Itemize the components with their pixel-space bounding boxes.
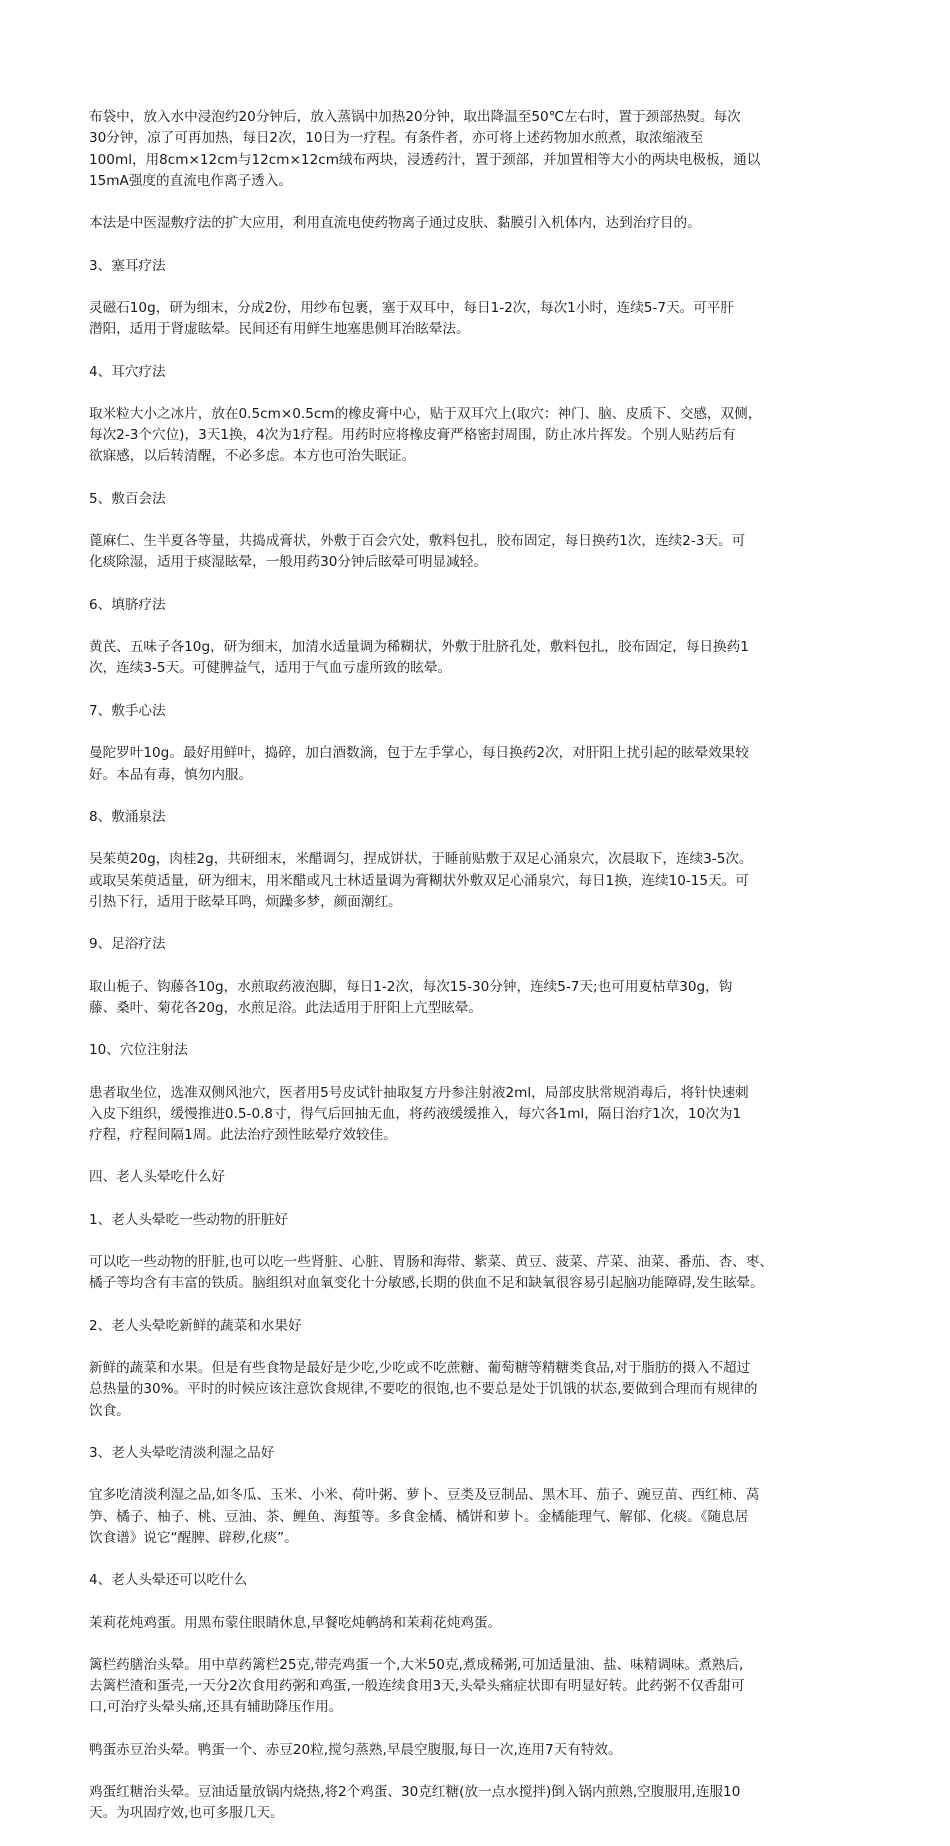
heading-diet-vegetables: 2、老人头晕吃新鲜的蔬菜和水果好 bbox=[89, 1317, 302, 1334]
heading-baihui-compress: 5、敷百会法 bbox=[89, 490, 166, 507]
paragraph-jasmine-egg: 茉莉花炖鸡蛋。用黑布蒙住眼睛休息,早餐吃炖鹌鸪和茉莉花炖鸡蛋。 bbox=[89, 1614, 502, 1631]
paragraph-herbal-porridge: 篱栏药膳治头晕。用中草药篱栏25克,带壳鸡蛋一个,大米50克,煮成稀粥,可加适量油、盐、味精调味。煮熟后, 去篱栏渣和蛋壳,一天分2次食用药粥和鸡蛋,一般连续食用3天,头晕头痛症状即有明显好转。此药粥不仅香甜可 口,可治疗头晕头痛,还具有辅助降压作用。 bbox=[89, 1657, 745, 1716]
paragraph-iontophoresis-note: 本法是中医湿敷疗法的扩大应用，利用直流电使药物离子通过皮肤、黏膜引入机体内，达到治疗目的。 bbox=[89, 215, 701, 232]
heading-acupoint-injection: 10、穴位注射法 bbox=[89, 1042, 188, 1059]
paragraph-acupoint-injection: 患者取坐位，选准双侧风池穴，医者用5号皮试针抽取复方丹参注射液2ml，局部皮肤常规消毒后，将针快速刺 入皮下组织，缓慢推进0.5-0.8寸，得气后回抽无血，将药液缓缓推入，每穴各1ml，隔日治疗1次，10次为1 疗程，疗程间隔1周。此法治疗颈性眩晕疗效较佳。 bbox=[89, 1084, 749, 1143]
paragraph-ear-acupoint-method: 取米粒大小之冰片，放在0.5cm×0.5cm的橡皮膏中心，贴于双耳穴上(取穴：神门、脑、皮质下、交感，双侧， 每次2-3个穴位)，3天1换，4次为1疗程。用药时应将橡皮膏严格密封周围，防止冰片挥发。个别人贴药后有 欲寐感，以后转清醒，不必多虑。本方也可治失眠证。 bbox=[89, 406, 762, 465]
heading-ear-plug-method: 3、塞耳疗法 bbox=[89, 257, 166, 274]
heading-diet-other: 4、老人头晕还可以吃什么 bbox=[89, 1572, 248, 1589]
heading-palm-compress: 7、敷手心法 bbox=[89, 702, 166, 719]
paragraph-foot-bath: 取山栀子、钩藤各10g，水煎取药液泡脚，每日1-2次，每次15-30分钟，连续5-7天;也可用夏枯草30g，钩 藤、桑叶、菊花各20g，水煎足浴。此法适用于肝阳上亢型眩晕。 bbox=[89, 978, 733, 1016]
paragraph-palm-compress: 曼陀罗叶10g。最好用鲜叶，捣碎，加白酒数滴，包于左手掌心，每日换药2次，对肝阳上扰引起的眩晕效果较 好。本品有毒，慎勿内服。 bbox=[89, 745, 749, 783]
paragraph-diet-light-food: 宜多吃清淡利湿之品,如冬瓜、玉米、小米、荷叶粥、萝卜、豆类及豆制品、黑木耳、茄子、豌豆苗、西红柿、莴 笋、橘子、柚子、桃、豆油、茶、鲤鱼、海蜇等。多食金橘、橘饼和萝卜。金橘能理气、解郁、化痰。《随息居 饮食谱》说它“醒脾、辟秽,化痰”。 bbox=[89, 1487, 760, 1546]
paragraph-diet-vegetables: 新鲜的蔬菜和水果。但是有些食物是最好是少吃,少吃或不吃蔗糖、葡萄糖等精糖类食品,对于脂肪的摄入不超过 总热量的30%。平时的时候应该注意饮食规律,不要吃的很饱,也不要总是处于饥饿的状态,要做到合理而有规律的 饮食。 bbox=[89, 1360, 758, 1419]
paragraph-diet-liver: 可以吃一些动物的肝脏,也可以吃一些肾脏、心脏、胃肠和海带、紫菜、黄豆、菠菜、芹菜、油菜、番茄、杏、枣、 橘子等均含有丰富的铁质。脑组织对血氧变化十分敏感,长期的供血不足和缺氧很容易引起脑功能障碍,发生眩晕。 bbox=[89, 1254, 774, 1292]
heading-navel-filling: 6、填脐疗法 bbox=[89, 596, 166, 613]
heading-ear-acupoint-method: 4、耳穴疗法 bbox=[89, 363, 166, 380]
paragraph-yongquan-compress: 吴茱萸20g，肉桂2g，共研细末，米醋调匀，捏成饼状，于睡前贴敷于双足心涌泉穴，次晨取下，连续3-5次。 或取吴茱萸适量，研为细末，用米醋或凡士林适量调为膏糊状外敷双足心涌泉穴，每日1换，连续10-15天。可 引热下行，适用于眩晕耳鸣，烦躁多梦，颜面潮红。 bbox=[89, 851, 753, 910]
paragraph-navel-filling: 黄芪、五味子各10g，研为细末，加清水适量调为稀糊状，外敷于肚脐孔处，敷料包扎，胶布固定，每日换药1 次，连续3-5天。可健脾益气，适用于气血亏虚所致的眩晕。 bbox=[89, 639, 749, 677]
heading-yongquan-compress: 8、敷涌泉法 bbox=[89, 808, 166, 825]
heading-diet-liver: 1、老人头晕吃一些动物的肝脏好 bbox=[89, 1211, 288, 1228]
document-body bbox=[89, 86, 867, 1846]
paragraph-hot-compress-continued: 布袋中，放入水中浸泡约20分钟后，放入蒸锅中加热20分钟，取出降温至50℃左右时，置于颈部热熨。每次 30分钟，凉了可再加热，每日2次，10日为一疗程。有条件者，亦可将上述药物加水煎煮，取浓缩液至 100ml，用8cm×12cm与12cm×12cm绒布两块，浸透药汁，置于颈部，并加置相等大小的两块电极板，通以 15mA强度的直流电作离子透入。 bbox=[89, 109, 761, 189]
paragraph-duck-egg-beans: 鸭蛋赤豆治头晕。鸭蛋一个、赤豆20粒,搅匀蒸熟,早晨空腹服,每日一次,连用7天有特效。 bbox=[89, 1741, 622, 1758]
heading-diet-light-food: 3、老人头晕吃清淡利湿之品好 bbox=[89, 1445, 275, 1461]
paragraph-ear-plug-method: 灵磁石10g，研为细末，分成2份，用纱布包裹，塞于双耳中，每日1-2次，每次1小时，连续5-7天。可平肝 潜阳，适用于肾虚眩晕。民间还有用鲜生地塞患侧耳治眩晕法。 bbox=[89, 300, 734, 338]
section-heading-diet: 四、老人头晕吃什么好 bbox=[89, 1169, 225, 1186]
heading-foot-bath: 9、足浴疗法 bbox=[89, 936, 166, 953]
paragraph-egg-brown-sugar: 鸡蛋红糖治头晕。豆油适量放锅内烧热,将2个鸡蛋、30克红糖(放一点水搅拌)倒入锅内煎熟,空腹服用,连服10 天。为巩固疗效,也可多服几天。 bbox=[89, 1784, 741, 1822]
paragraph-baihui-compress: 蓖麻仁、生半夏各等量，共捣成膏状，外敷于百会穴处，敷料包扎，胶布固定，每日换药1次，连续2-3天。可 化痰除湿，适用于痰湿眩晕，一般用药30分钟后眩晕可明显减轻。 bbox=[89, 533, 746, 571]
